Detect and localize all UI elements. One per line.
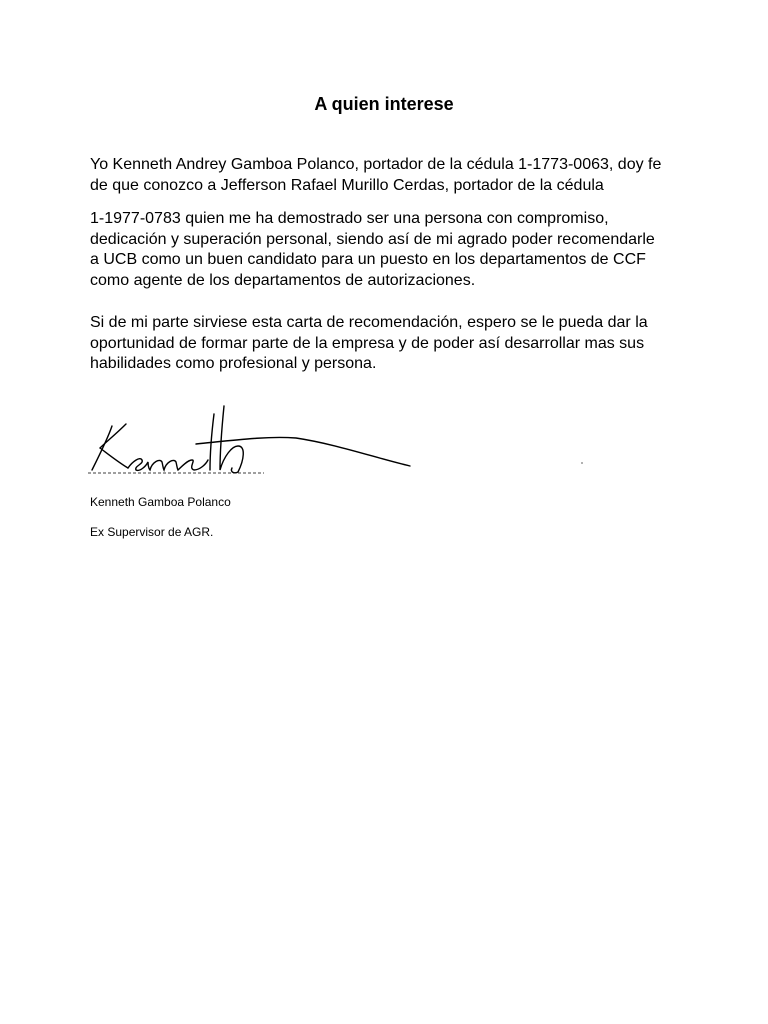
paragraph-introduction: [90, 155, 690, 196]
paragraph-closing: [90, 313, 690, 375]
signer-name: Kenneth Gamboa Polanco: [90, 495, 231, 509]
signer-role: Ex Supervisor de AGR.: [90, 525, 214, 539]
text-line: Si de mi parte sirviese esta carta de recomendación, espero se le pueda dar la: [90, 314, 648, 331]
handwritten-signature-icon: [86, 400, 416, 480]
signature-stroke: [196, 437, 410, 466]
paragraph-recommendation: [90, 209, 690, 291]
text-line: 1-1977-0783 quien me ha demostrado ser una persona con compromiso,: [90, 210, 609, 227]
text-line: dedicación y superación personal, siendo así de mi agrado poder recomendarle: [90, 230, 655, 248]
text-line: Yo Kenneth Andrey Gamboa Polanco, portador de la cédula 1-1773-0063, doy fe: [90, 156, 662, 173]
letter-title: A quien interese: [314, 94, 454, 114]
signature-stroke: [128, 459, 208, 471]
signature-stroke: [92, 426, 112, 470]
text-line: a UCB como un buen candidato para un puesto en los departamentos de CCF: [90, 251, 646, 268]
stray-mark: [581, 462, 583, 464]
text-line: habilidades como profesional y persona.: [90, 355, 377, 372]
text-line: oportunidad de formar parte de la empresa y de poder así desarrollar mas sus: [90, 334, 645, 352]
text-line: como agente de los departamentos de autorizaciones.: [90, 271, 476, 289]
text-line: de que conozco a Jefferson Rafael Murillo Cerdas, portador de la cédula: [90, 176, 604, 194]
